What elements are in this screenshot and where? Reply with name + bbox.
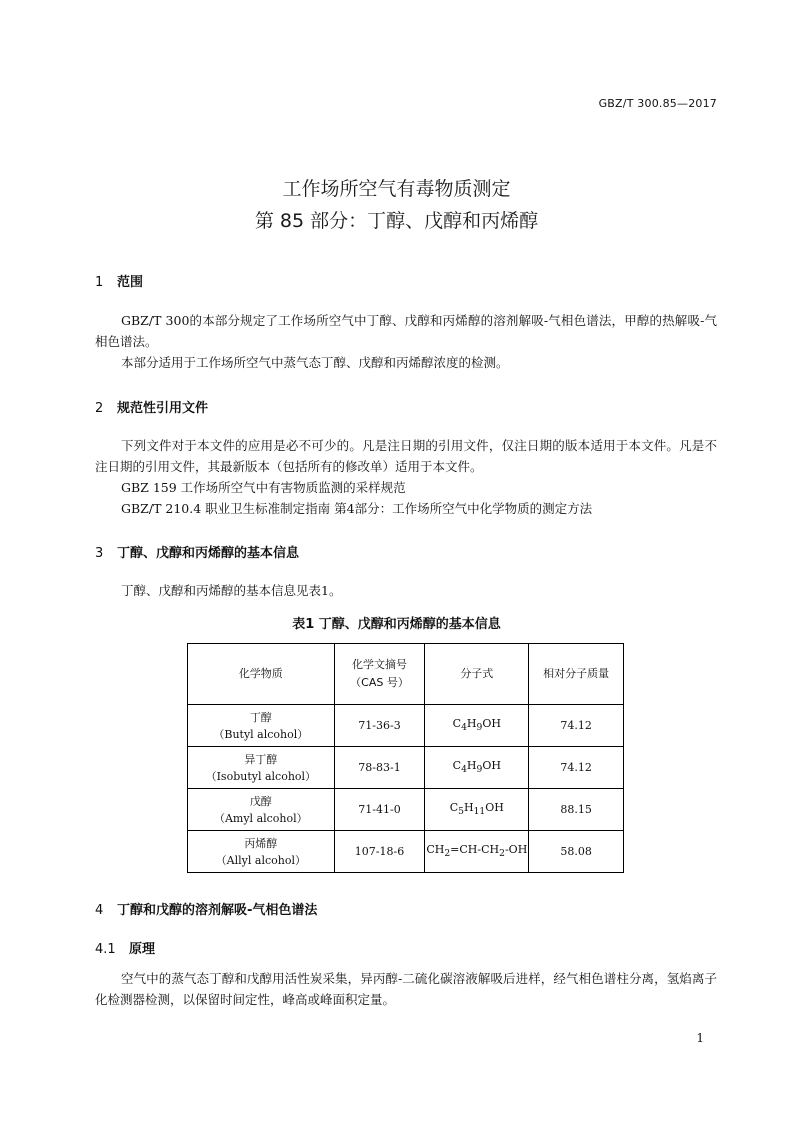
substance-cn: 戊醇 — [249, 794, 272, 808]
section-title: 原理 — [129, 942, 156, 957]
section-3-para-1: 丁醇、戊醇和丙烯醇的基本信息见表1。 — [121, 583, 342, 598]
header-substance: 化学物质 — [188, 644, 335, 705]
section-title: 范围 — [117, 275, 144, 290]
substance-cn: 丁醇 — [249, 710, 272, 724]
page-subtitle: 第 85 部分：丁醇、戊醇和丙烯醇 — [254, 210, 539, 232]
formula-subscript: 4 — [461, 764, 467, 776]
table-row — [188, 831, 624, 873]
formula-part: OH — [485, 800, 504, 814]
section-4-1-heading — [95, 938, 155, 957]
formula-part: H — [466, 716, 477, 730]
formula-cell — [425, 789, 529, 831]
formula-part: OH — [482, 758, 501, 772]
basic-info-table — [187, 643, 624, 873]
formula-part: =CH-CH — [450, 842, 500, 856]
table-row — [188, 789, 624, 831]
header-cas-line-2: （CAS 号） — [350, 676, 409, 689]
formula-cell — [425, 747, 529, 789]
mw-cell: 58.08 — [529, 831, 624, 873]
substance-cell — [188, 831, 335, 873]
substance-en: （Allyl alcohol） — [215, 853, 306, 867]
cas-cell: 71-36-3 — [334, 705, 425, 747]
section-number: 4 — [95, 903, 104, 918]
substance-en: （Isobutyl alcohol） — [205, 769, 317, 783]
formula-part: C — [449, 800, 459, 814]
section-title: 规范性引用文件 — [117, 401, 209, 416]
section-title: 丁醇、戊醇和丙烯醇的基本信息 — [117, 546, 300, 561]
substance-en: （Amyl alcohol） — [213, 811, 308, 825]
section-4-heading — [95, 899, 317, 918]
section-number: 3 — [95, 546, 104, 561]
page-number: 1 — [696, 1031, 704, 1045]
formula-subscript: 4 — [461, 722, 467, 734]
formula-part: H — [466, 758, 477, 772]
mw-cell: 74.12 — [529, 705, 624, 747]
formula-cell — [425, 831, 529, 873]
formula-subscript: 9 — [476, 764, 483, 776]
section-3-heading — [95, 542, 299, 561]
formula-part: -OH — [504, 842, 528, 856]
section-number: 2 — [95, 401, 104, 416]
formula-subscript: 2 — [444, 848, 451, 860]
section-2-para-1: 下列文件对于本文件的应用是必不可少的。凡是注日期的引用文件，仅注日期的版本适用于本文件。凡是不注日期的引用文件，其最新版本（包括所有的修改单）适用于本文件。 — [95, 438, 717, 474]
reference-gbz-t-210-4: GBZ/T 210.4 职业卫生标准制定指南 第4部分：工作场所空气中化学物质的测定方法 — [121, 501, 593, 516]
mw-cell: 88.15 — [529, 789, 624, 831]
reference-gbz-159: GBZ 159 工作场所空气中有害物质监测的采样规范 — [121, 480, 406, 495]
formula-part: H — [464, 800, 474, 814]
formula-subscript: 9 — [476, 722, 483, 734]
substance-en: （Butyl alcohol） — [213, 727, 309, 741]
formula-subscript: 11 — [473, 806, 486, 818]
header-cas-line-1: 化学文摘号 — [352, 658, 408, 671]
table-row — [188, 747, 624, 789]
table-header-row — [188, 644, 624, 705]
formula-subscript: 2 — [499, 848, 505, 860]
section-title: 丁醇和戊醇的溶剂解吸-气相色谱法 — [117, 903, 318, 918]
section-number: 4.1 — [95, 942, 116, 957]
section-1-para-1: GBZ/T 300的本部分规定了工作场所空气中丁醇、戊醇和丙烯醇的溶剂解吸-气相色谱法，甲醇的热解吸-气相色谱法。 — [95, 313, 717, 349]
substance-cn: 异丁醇 — [244, 752, 278, 766]
section-1-heading — [95, 271, 143, 290]
section-4-1-para-1: 空气中的蒸气态丁醇和戊醇用活性炭采集，异丙醇-二硫化碳溶液解吸后进样，经气相色谱柱分离，氢焰离子化检测器检测，以保留时间定性，峰高或峰面积定量。 — [95, 971, 717, 1007]
page-title: 工作场所空气有毒物质测定 — [282, 178, 511, 200]
formula-part: C — [452, 758, 462, 772]
formula-cell — [425, 705, 529, 747]
section-2-heading — [95, 397, 208, 416]
table-row — [188, 705, 624, 747]
section-1-para-2: 本部分适用于工作场所空气中蒸气态丁醇、戊醇和丙烯醇浓度的检测。 — [121, 355, 509, 370]
cas-cell: 78-83-1 — [334, 747, 425, 789]
substance-cell — [188, 747, 335, 789]
formula-subscript: 5 — [458, 806, 464, 818]
header-formula: 分子式 — [425, 644, 529, 705]
table-caption: 表1 丁醇、戊醇和丙烯醇的基本信息 — [292, 617, 501, 632]
mw-cell: 74.12 — [529, 747, 624, 789]
standard-number: GBZ/T 300.85—2017 — [598, 97, 717, 110]
section-number: 1 — [95, 275, 104, 290]
substance-cell — [188, 789, 335, 831]
header-molecular-weight: 相对分子质量 — [529, 644, 624, 705]
header-cas — [334, 644, 425, 705]
cas-cell: 107-18-6 — [334, 831, 425, 873]
formula-part: CH — [426, 842, 445, 856]
substance-cn: 丙烯醇 — [244, 836, 278, 850]
formula-part: OH — [482, 716, 501, 730]
substance-cell — [188, 705, 335, 747]
formula-part: C — [452, 716, 462, 730]
cas-cell: 71-41-0 — [334, 789, 425, 831]
